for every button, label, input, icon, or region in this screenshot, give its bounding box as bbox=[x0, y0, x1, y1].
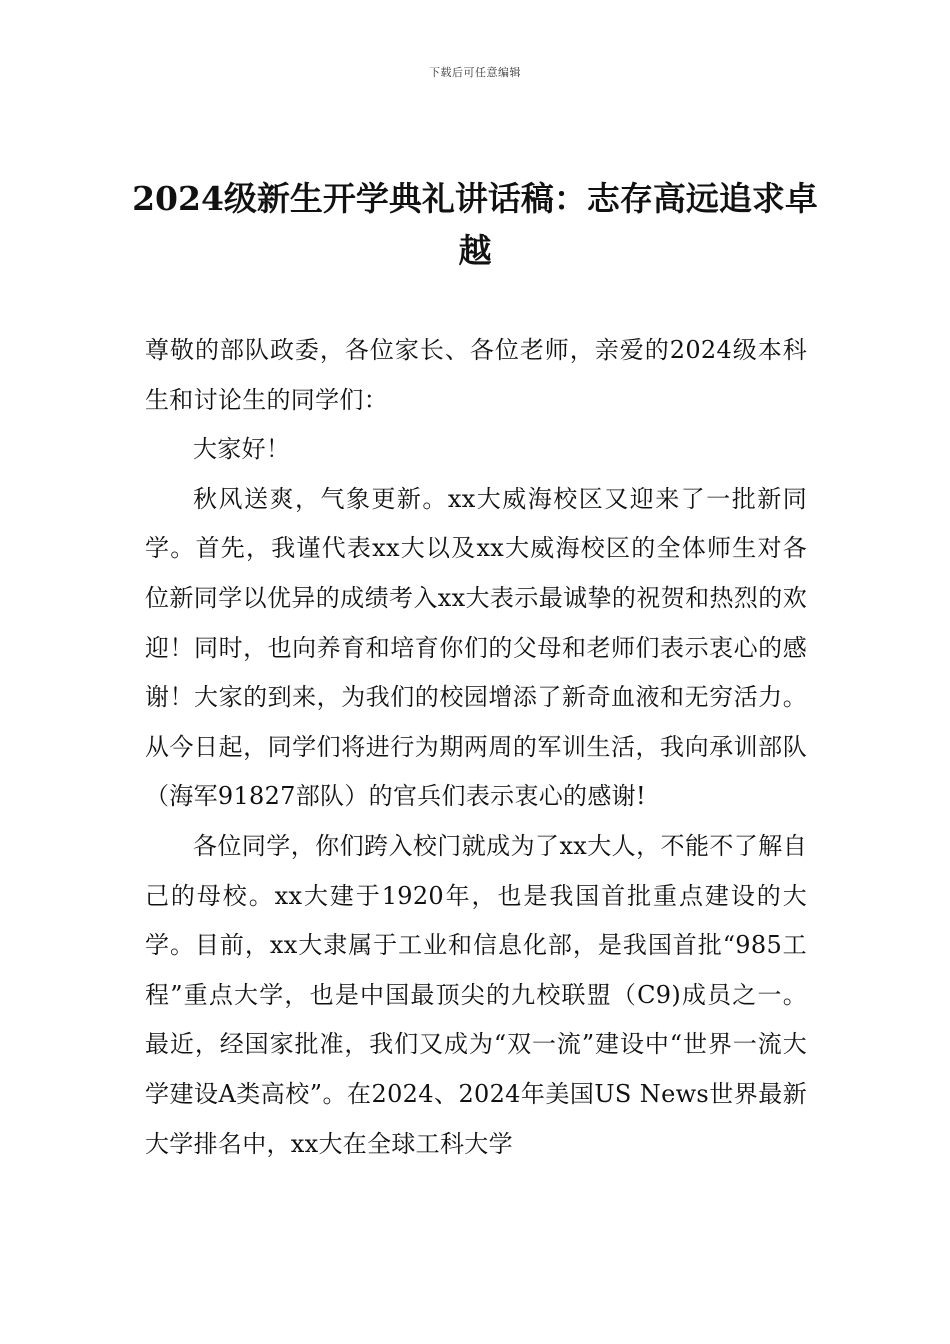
document-title: 2024级新生开学典礼讲话稿：志存高远追求卓越 bbox=[132, 179, 818, 270]
page-header-note: 下载后可任意编辑 bbox=[429, 66, 521, 79]
document-body bbox=[145, 326, 807, 1169]
university-intro-paragraph: 各位同学，你们跨入校门就成为了xx大人，不能不了解自己的母校。xx大建于1920年，也是我国首批重点建设的大学。目前，xx大隶属于工业和信息化部，是我国首批“985工程”重点大学，也是中国最顶尖的九校联盟（C9)成员之一。最近，经国家批准，我们又成为“双一流”建设中“世界一流大学建设A类高校”。在2024、2024年美国US News世界最新大学排名中，xx大在全球工科大学 bbox=[145, 831, 807, 1158]
welcome-paragraph: 秋风送爽，气象更新。xx大威海校区又迎来了一批新同学。首先，我谨代表xx大以及xx大威海校区的全体师生对各位新同学以优异的成绩考入xx大表示最诚挚的祝贺和热烈的欢迎！同时，也向养育和培育你们的父母和老师们表示衷心的感谢！大家的到来，为我们的校园增添了新奇血液和无穷活力。从今日起，同学们将进行为期两周的军训生活，我向承训部队（海军91827部队）的官兵们表示衷心的感谢! bbox=[145, 484, 807, 811]
greeting-paragraph: 大家好！ bbox=[193, 435, 291, 464]
salutation-paragraph: 尊敬的部队政委，各位家长、各位老师，亲爱的2024级本科生和讨论生的同学们： bbox=[145, 336, 807, 414]
